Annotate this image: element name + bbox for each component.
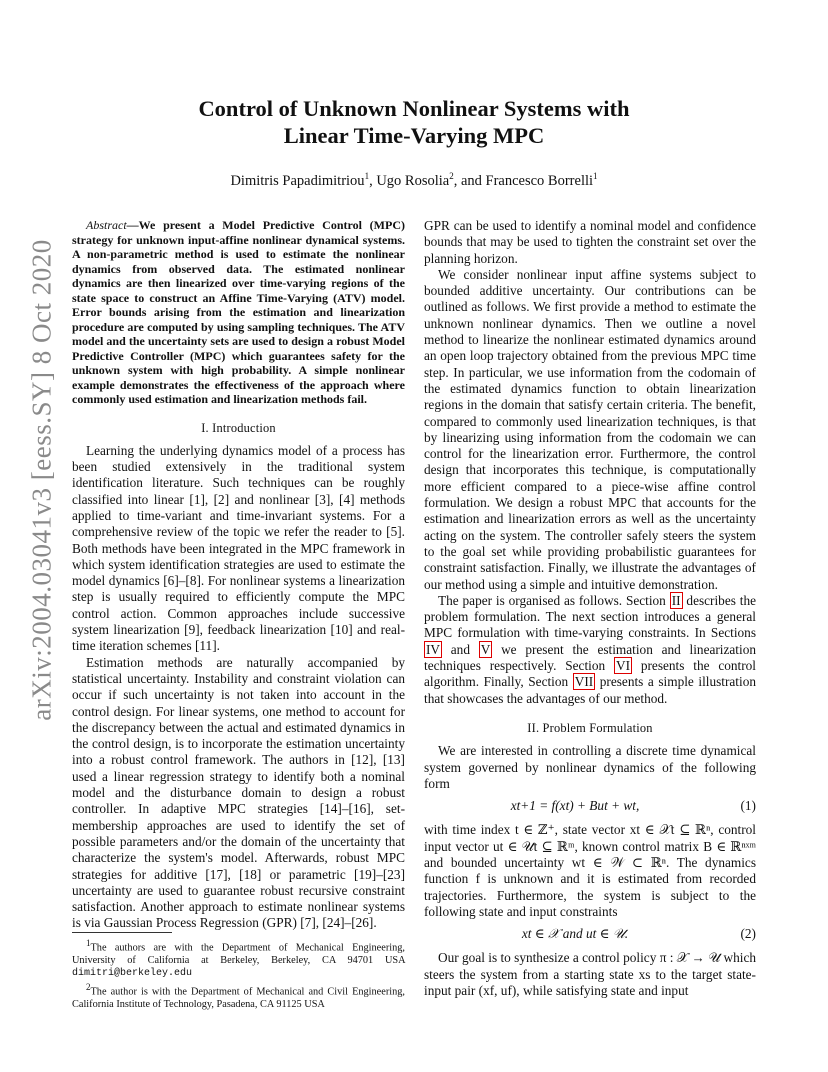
footnote-1-text: The authors are with the Department of Mechanical Engineering, University of California at Berkeley, Berkeley, CA 94701 USA xyxy=(72,942,405,966)
footnote-1-email[interactable]: dimitri@berkeley.edu xyxy=(72,968,193,980)
paper-title xyxy=(120,95,708,149)
title-line-1: Control of Unknown Nonlinear Systems with xyxy=(198,96,630,121)
equation-1-body: xt+1 = f(xt) + But + wt, xyxy=(510,798,640,814)
intro-paragraph-3: GPR can be used to identify a nominal model and confidence bounds that may be used to tighten the constraint set over the planning horizon. xyxy=(424,218,756,266)
footnotes xyxy=(72,932,405,1011)
intro-paragraph-1: Learning the underlying dynamics model of a process has been studied extensively in the traditional system identification literature. Such techniques can be roughly classified into linear [1], [2] and nonlinear [3], [4] methods applied to time-variant and time-invariant systems. For a comprehensive review of the topic we refer the reader to [5]. Both methods have been integrated in the MPC framework in which system identification strategies are used to estimate the model dynamics [6]–[8]. For nonlinear systems a linearization step is usually required to efficiently compute the MPC control action. Common approaches include successive system linearization [9], feedback linearization [10] and real-time iteration schemes [11]. xyxy=(72,442,405,654)
footnote-2 xyxy=(72,981,405,1011)
right-column xyxy=(424,218,756,999)
equation-1 xyxy=(424,798,756,814)
author-3-affiliation: 1 xyxy=(593,171,598,181)
intro-p5-part: The paper is organised as follows. Section xyxy=(438,592,670,608)
equation-2-number: (2) xyxy=(740,926,756,942)
left-column xyxy=(72,218,405,932)
section-ref-vii[interactable]: VII xyxy=(574,674,594,690)
intro-paragraph-5 xyxy=(424,593,756,707)
section-heading-problem-formulation: II. Problem Formulation xyxy=(527,720,653,735)
abstract-text: We present a Model Predictive Control (MPC) strategy for unknown input-affine nonlinear dynamical systems. A non-parametric method is used to estimate the nonlinear dynamics from observed data. The estimated nonlinear dynamics are then linearized over time-varying regions of the state space to construct an Affine Time-Varying (ATV) model. Error bounds arising from the estimation and linearization procedure are computed by using sampling techniques. The ATV model and the uncertainty sets are used to design a robust Model Predictive Controller (MPC) which guarantees safety for the unknown system with high probability. A simple nonlinear example demonstrates the effectiveness of the approach where commonly used estimation and linearization methods fail. xyxy=(72,218,405,406)
intro-p5-part: presents a simple illustration that showcases the advantages of our method. xyxy=(424,674,756,706)
author-separator: , and xyxy=(453,172,486,189)
section-ref-iv[interactable]: IV xyxy=(426,641,441,657)
footnote-2-mark: 2 xyxy=(86,981,91,992)
author-3: Francesco Borrelli xyxy=(485,172,594,189)
author-2-affiliation: 2 xyxy=(449,171,454,181)
intro-p5-part: and xyxy=(442,641,479,657)
problem-paragraph-1: We are interested in controlling a discrete time dynamical system governed by nonlinear dynamics of the following form xyxy=(424,743,756,791)
intro-p5-part: we present the estimation and linearization techniques respectively. Section xyxy=(424,641,756,674)
author-separator: , xyxy=(369,172,377,189)
section-ref-vi[interactable]: VI xyxy=(615,658,630,674)
author-2: Ugo Rosolia xyxy=(376,172,450,189)
section-heading-introduction: I. Introduction xyxy=(201,420,276,435)
footnote-rule xyxy=(72,932,172,933)
arxiv-identifier-text: arXiv:2004.03041v3 [eess.SY] 8 Oct 2020 xyxy=(26,239,57,721)
intro-p5-part: describes the problem formulation. The next section introduces a general MPC formulation with time-varying constraints. In Sections xyxy=(424,592,756,641)
footnote-2-text: The author is with the Department of Mechanical and Civil Engineering, California Institute of Technology, Pasadena, CA 91125 USA xyxy=(72,986,405,1010)
abstract xyxy=(72,218,405,407)
problem-paragraph-3: Our goal is to synthesize a control policy π : 𝒳 → 𝒰 which steers the system from a starting state xs to the target state-input pair (xf, uf), while satisfying state and input xyxy=(424,950,756,999)
footnote-1-mark: 1 xyxy=(86,938,91,948)
intro-paragraph-2: Estimation methods are naturally accompanied by statistical uncertainty. Instability and constraint violation can occur if such uncertainty is not taken into account in the control design. For linear systems, one method to account for the discrepancy between the actual and estimated dynamics in the control design, is to incorporate the estimation uncertainty into a robust control framework. The authors in [12], [13] used a linear regression strategy to identify both a nominal model and the disturbance domain to design a robust controller. In adaptive MPC strategies [14]–[16], set-membership approaches are used to identify the set of possible parameters and/or the domain of the uncertainty that characterize the system's model. Afterwards, robust MPC strategies for additive [17], [18] or parametric [19]–[23] uncertainty are used to guarantee robust recursive constraint satisfaction. Another approach to estimate nonlinear systems is via Gaussian Process Regression (GPR) [7], [24]–[26]. xyxy=(72,654,405,931)
author-1-affiliation: 1 xyxy=(364,171,370,181)
footnote-1 xyxy=(72,937,405,981)
equation-1-number: (1) xyxy=(740,798,756,814)
title-line-2: Linear Time-Varying MPC xyxy=(283,123,545,148)
equation-2 xyxy=(424,926,756,942)
problem-paragraph-2: with time index t ∈ ℤ⁺, state vector xt ∈ 𝒳t ⊆ ℝⁿ, control input vector ut ∈ 𝒰t ⊆ ℝᵐ, known control matrix B ∈ ℝⁿˣᵐ and bounded uncertainty wt ∈ 𝒲 ⊂ ℝⁿ. The dynamics function f is unknown and it is estimated from recorded trajectories. Furthermore, the system is subject to the following state and input constraints xyxy=(424,822,756,919)
abstract-label: Abstract xyxy=(86,218,127,232)
arxiv-identifier xyxy=(22,239,62,721)
intro-p5-part: presents the control algorithm. Finally, Section xyxy=(424,658,756,690)
section-ref-v[interactable]: V xyxy=(480,641,491,657)
intro-paragraph-4: We consider nonlinear input affine systems subject to bounded additive uncertainty. Our contributions can be outlined as follows. We first provide a method to estimate the unknown nonlinear dynamics. Then we outline a novel method to linearize the nonlinear estimated dynamics around an open loop trajectory obtained from the previous MPC time step. In particular, we use information from the codomain of the estimated dynamics function to obtain linearization regions in the domain that satisfy certain criteria. The benefit, compared to commonly used linearization techniques, is that by linearizing using information from the codomain we can control for the linearization error. Furthermore, the control design that incorporates this technique, is computationally more efficient compared to a piece-wise affine control formulation. We design a robust MPC that accounts for the estimation and linearization errors as well as the uncertainty acting on the system. The controller safely steers the system to the goal set while providing probabilistic guarantees for constraint satisfaction. Finally, we illustrate the advantages of our method using a simple and intuitive demonstration. xyxy=(424,266,756,592)
section-ref-ii[interactable]: II xyxy=(671,592,681,608)
abstract-dash: — xyxy=(126,218,139,232)
equation-2-body: xt ∈ 𝒳 and ut ∈ 𝒰. xyxy=(521,926,629,942)
author-list xyxy=(120,171,708,190)
author-1: Dimitris Papadimitriou xyxy=(230,172,365,189)
